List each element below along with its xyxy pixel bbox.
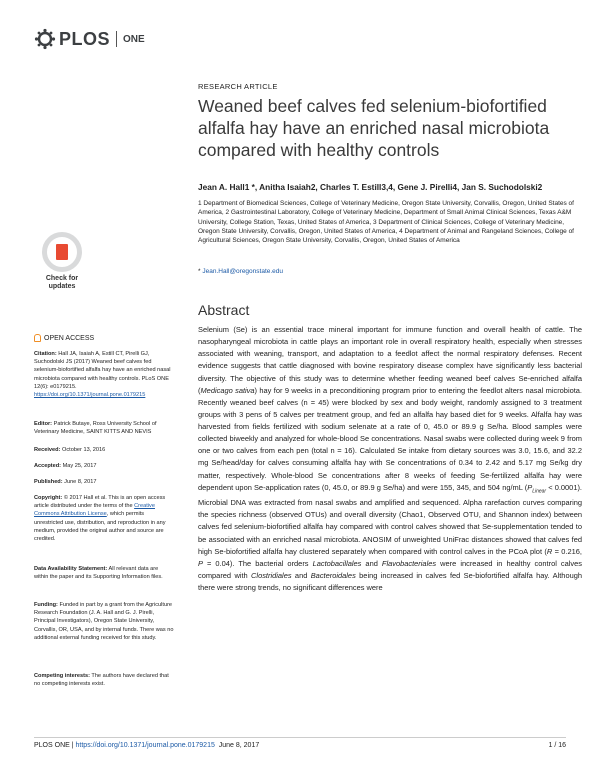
published-block [34,478,174,486]
funding-block [34,601,174,642]
accepted-block [34,462,174,470]
competing-label: Competing interests: [34,673,90,679]
abstract-text: and [291,570,311,580]
citation-text: Hall JA, Isaiah A, Estill CT, Pirelli GJ, Suchodolski JS (2017) Weaned beef calves fed selenium-biofortified alfalfa hay have an enriched nasal microbiota compared with healthy controls. PLoS ONE 12(6): e0179215. [34,351,171,390]
abstract-text: were increased in healthy control calves compared with [198,558,582,580]
copyright-text-b: , which permits unrestricted use, distribution, and reproduction in any medium, provided the original author and source are credited. [34,511,166,543]
received-block [34,446,174,454]
open-access-label: OPEN ACCESS [44,334,95,342]
received-label: Received: [34,447,61,453]
logo-sub: ONE [123,33,145,45]
species-name: Medicago sativa [200,385,255,395]
abstract-text: = 0.04). The bacterial orders [202,558,313,568]
abstract-text: = 0.216, [552,546,582,556]
check-updates-label: Check for updates [45,275,79,290]
author-list: Jean A. Hall1 *, Anitha Isaiah2, Charles T. Estill3,4, Gene J. Pirelli4, Jan S. Suchodolski2 [198,182,543,192]
crossmark-icon [42,232,82,272]
open-access-badge [34,334,94,342]
editor-label: Editor: [34,421,53,427]
competing-text: The authors have declared that no competing interests exist. [34,673,169,688]
received-date: October 13, 2016 [62,447,106,453]
abstract-text: < 0.0001). Microbial DNA was extracted from nasal swabs and amplified and sequenced. Alpha rarefaction curves comparing the species richness (observed OTUs) and overall diversity (Chao1, Observed OTU, and Shannon index) between calves fed selenium-biofortified alfalfa hay compared with control calves showed that Se-supplementation tended to be associated with an enriched nasal microbiota. ANOSIM of unweighted UniFrac distances showed that calves fed high Se-biofortified alfalfa hay clustered separately when compared with control calves in the PCoA plot ( [198,482,582,556]
competing-interests-block [34,672,174,688]
citation-doi-link[interactable]: https://doi.org/10.1371/journal.pone.0179215 [34,392,146,399]
abstract-text: Selenium (Se) is an essential trace mineral important for immune function and overall health of cattle. The nasopharyngeal microbiota in cattle plays an important role in overall respiratory health, especially when stresses associated with weaning, transport, and adaptation to a feedlot affect the normal respiratory defenses. Recent evidence suggests that cattle diagnosed with bovine respiratory disease complex have significantly less bacterial diversity. The objective of this study was to determine whether feeding weaned beef calves Se-enriched alfalfa ( [198,325,582,395]
bacterial-order: Clostridiales [251,570,292,580]
plos-logo-icon [34,28,56,50]
editor-block [34,420,174,436]
check-for-updates-badge[interactable] [36,232,94,291]
footer-date: June 8, 2017 [218,742,260,749]
abstract-body [198,324,582,594]
email-link[interactable]: Jean.Hall@oregonstate.edu [202,268,284,275]
open-lock-icon [34,334,41,342]
license-link[interactable]: Creative Commons Attribution License [34,503,155,518]
data-availability-block [34,565,174,581]
abstract-heading: Abstract [198,302,250,318]
accepted-label: Accepted: [34,463,62,469]
data-availability-text: All relevant data are within the paper and its Supporting Information files. [34,566,163,581]
footer-doi-link[interactable]: https://doi.org/10.1371/journal.pone.0179215 [75,742,215,749]
p-symbol: P [198,558,203,568]
abstract-text: and [361,558,382,568]
p-symbol: P [527,482,533,492]
bacterial-order: Bacteroidales [310,570,356,580]
affiliations: 1 Department of Biomedical Sciences, College of Veterinary Medicine, Oregon State University, Corvallis, Oregon, United States of America, 2 Gastrointestinal Laboratory, College of Veterinary Medicine, Department of Small Animal Clinical Sciences, Texas A&M University, College Station, Texas, United States of America, 3 Department of Clinical Sciences, College of Veterinary Medicine, Oregon State University, Corvallis, Oregon, United States of America, 4 Department of Animal and Rangeland Sciences, College of Agricultural Sciences, Oregon State University, Corvallis, Oregon, United States of America [198,200,574,245]
accepted-date: May 25, 2017 [62,463,97,469]
logo-text: PLOS [59,28,111,49]
footer-journal: PLOS ONE | [34,742,74,749]
footer-divider [34,737,566,738]
article-title: Weaned beef calves fed selenium-biofortified alfalfa hay have an enriched nasal microbiota compared with healthy controls [198,96,550,160]
corresponding-email[interactable] [198,268,283,275]
editor-text: Patrick Butaye, Ross University School of Veterinary Medicine, SAINT KITTS AND NEVIS [34,421,157,436]
email-star: * [198,268,201,275]
logo-divider [116,31,117,47]
copyright-block [34,494,174,543]
published-label: Published: [34,479,63,485]
citation-block [34,350,174,399]
published-date: June 8, 2017 [64,479,97,485]
r-symbol: R [546,546,553,556]
p-linear-subscript: Linear [532,488,547,495]
article-type-label: RESEARCH ARTICLE [198,82,278,91]
bacterial-order: Flavobacteriales [381,558,437,568]
funding-text: Funded in part by a grant from the Agriculture Research Foundation (J. A. Hall and G. J. Pirelli, Principal Investigators), Oregon State University, Corvallis, OR, USA, and by internal funds. There was no additional external funding received for this study. [34,602,174,641]
page-number: 1 / 16 [548,742,566,749]
copyright-text-a: © 2017 Hall et al. This is an open access article distributed under the terms of the [34,495,166,510]
page-footer [34,742,259,749]
abstract-text: being increased in calves fed Se-biofortified alfalfa hay. Although there were strong trends, no significant differences were [198,570,582,593]
copyright-label: Copyright: [34,495,63,501]
abstract-text: ) hay for 9 weeks in a preconditioning program prior to entering the feedlot alters nasal microbiota. Recently weaned beef calves (n = 45) were blocked by sex and body weight, randomly assigned to 3 treatment groups with 3 pens of 5 calves per treatment group, and fed an alfalfa hay based diet for 9 weeks. Alfalfa hay was harvested from fields fertilized with sodium selenate at a rate of 0, 45.0 or 89.9 g Se/ha. Blood samples were collected biweekly and analyzed for whole-blood Se concentrations. Nasal swabs were collected during week 9 from one or two calves from each pen (total n = 16). Calculated Se intake from dietary sources was 3.0, 15.6, and 32.2 mg Se/head/day for calves consuming alfalfa hay with Se concentrations of 0.34 to 2.42 and 5.17 mg Se/kg dry matter, respectively. Whole-blood Se concentrations after 8 weeks of feeding Se-fertilized alfalfa hay were dependent upon Se-application rates (0, 45.0, or 89.9 g Se/ha) and were 155, 345, and 504 ng/mL ( [198,385,582,492]
data-availability-label: Data Availability Statement: [34,566,108,572]
bacterial-order: Lactobacillales [312,558,362,568]
plos-one-logo[interactable] [34,26,145,52]
citation-label: Citation: [34,351,57,357]
funding-label: Funding: [34,602,58,608]
